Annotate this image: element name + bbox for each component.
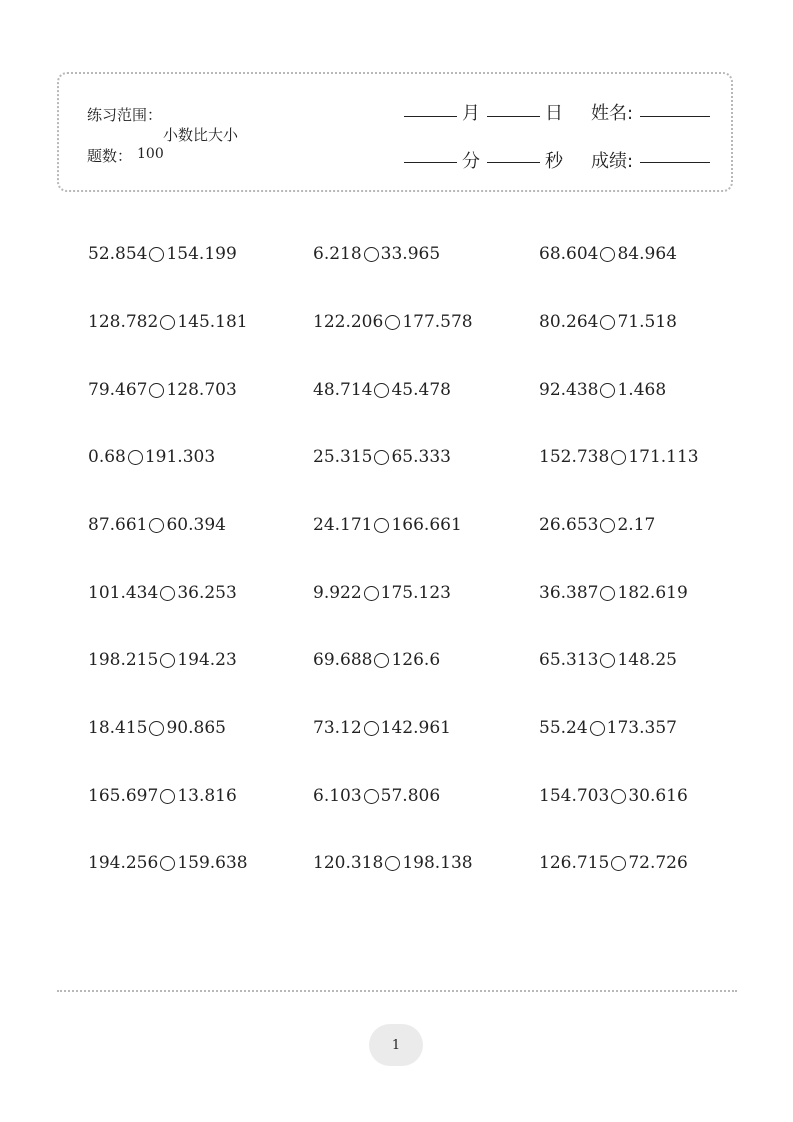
right-number: 71.518 bbox=[617, 312, 677, 332]
problem-item bbox=[313, 379, 451, 401]
minute-label: 分 bbox=[462, 151, 480, 172]
right-number: 36.253 bbox=[177, 583, 237, 603]
problem-item bbox=[88, 785, 237, 807]
compare-circle[interactable] bbox=[364, 721, 379, 736]
left-number: 6.218 bbox=[313, 244, 362, 264]
right-number: 126.6 bbox=[391, 650, 441, 670]
problem-item bbox=[539, 852, 688, 874]
problem-item bbox=[88, 852, 248, 874]
problem-item bbox=[313, 311, 473, 333]
problem-item bbox=[539, 717, 677, 739]
count-value: 100 bbox=[137, 146, 164, 162]
problem-item bbox=[88, 649, 237, 671]
compare-circle[interactable] bbox=[600, 518, 615, 533]
count-label: 题数： bbox=[87, 147, 133, 165]
score-blank[interactable] bbox=[640, 162, 710, 163]
left-number: 165.697 bbox=[88, 786, 159, 806]
right-number: 166.661 bbox=[391, 515, 462, 535]
problem-item bbox=[313, 649, 440, 671]
left-number: 24.171 bbox=[313, 515, 373, 535]
right-number: 175.123 bbox=[380, 583, 451, 603]
compare-circle[interactable] bbox=[160, 653, 175, 668]
compare-circle[interactable] bbox=[374, 518, 389, 533]
right-number: 145.181 bbox=[177, 312, 248, 332]
compare-circle[interactable] bbox=[600, 247, 615, 262]
left-number: 52.854 bbox=[88, 244, 148, 264]
left-number: 65.313 bbox=[539, 650, 599, 670]
right-number: 154.199 bbox=[166, 244, 237, 264]
range-value: 小数比大小 bbox=[163, 126, 239, 144]
compare-circle[interactable] bbox=[160, 315, 175, 330]
left-number: 25.315 bbox=[313, 447, 373, 467]
left-number: 194.256 bbox=[88, 853, 159, 873]
compare-circle[interactable] bbox=[149, 518, 164, 533]
compare-circle[interactable] bbox=[160, 789, 175, 804]
left-number: 26.653 bbox=[539, 515, 599, 535]
right-number: 2.17 bbox=[617, 515, 656, 535]
page-number-badge bbox=[369, 1024, 423, 1066]
right-number: 128.703 bbox=[166, 380, 237, 400]
left-number: 120.318 bbox=[313, 853, 384, 873]
compare-circle[interactable] bbox=[600, 653, 615, 668]
right-number: 57.806 bbox=[380, 786, 441, 806]
right-number: 191.303 bbox=[144, 447, 216, 467]
right-number: 33.965 bbox=[380, 244, 441, 264]
problem-item bbox=[539, 243, 677, 265]
problem-item bbox=[313, 785, 440, 807]
right-number: 182.619 bbox=[617, 583, 688, 603]
left-number: 6.103 bbox=[313, 786, 362, 806]
right-number: 13.816 bbox=[177, 786, 237, 806]
left-number: 87.661 bbox=[88, 515, 148, 535]
compare-circle[interactable] bbox=[149, 383, 164, 398]
problem-item bbox=[88, 311, 248, 333]
problem-item bbox=[313, 243, 440, 265]
compare-circle[interactable] bbox=[385, 315, 400, 330]
name-blank[interactable] bbox=[640, 116, 710, 117]
compare-circle[interactable] bbox=[611, 856, 626, 871]
right-number: 45.478 bbox=[391, 380, 451, 400]
right-number: 171.113 bbox=[628, 447, 699, 467]
right-number: 142.961 bbox=[380, 718, 451, 738]
left-number: 68.604 bbox=[539, 244, 599, 264]
page-number: 1 bbox=[391, 1037, 401, 1053]
problem-item bbox=[539, 649, 677, 671]
left-number: 92.438 bbox=[539, 380, 599, 400]
right-number: 84.964 bbox=[617, 244, 677, 264]
left-number: 0.68 bbox=[88, 447, 126, 467]
compare-circle[interactable] bbox=[600, 586, 615, 601]
left-number: 80.264 bbox=[539, 312, 599, 332]
problem-item bbox=[539, 582, 688, 604]
compare-circle[interactable] bbox=[611, 450, 626, 465]
name-label: 姓名: bbox=[591, 103, 634, 124]
day-blank[interactable] bbox=[487, 116, 540, 117]
compare-circle[interactable] bbox=[364, 586, 379, 601]
compare-circle[interactable] bbox=[160, 856, 175, 871]
left-number: 48.714 bbox=[313, 380, 373, 400]
right-number: 90.865 bbox=[166, 718, 226, 738]
right-number: 1.468 bbox=[617, 380, 667, 400]
left-number: 69.688 bbox=[313, 650, 373, 670]
right-number: 30.616 bbox=[628, 786, 688, 806]
right-number: 194.23 bbox=[177, 650, 237, 670]
compare-circle[interactable] bbox=[374, 450, 389, 465]
right-number: 65.333 bbox=[391, 447, 451, 467]
right-number: 177.578 bbox=[402, 312, 473, 332]
compare-circle[interactable] bbox=[149, 247, 164, 262]
compare-circle[interactable] bbox=[611, 789, 626, 804]
range-label: 练习范围： bbox=[87, 106, 163, 124]
month-label: 月 bbox=[462, 103, 480, 124]
day-label: 日 bbox=[545, 103, 563, 124]
problem-item bbox=[313, 446, 451, 468]
left-number: 55.24 bbox=[539, 718, 588, 738]
compare-circle[interactable] bbox=[149, 721, 164, 736]
compare-circle[interactable] bbox=[600, 315, 615, 330]
problem-item bbox=[88, 582, 237, 604]
problem-item bbox=[539, 446, 699, 468]
left-number: 154.703 bbox=[539, 786, 610, 806]
left-number: 79.467 bbox=[88, 380, 148, 400]
right-number: 148.25 bbox=[617, 650, 677, 670]
left-number: 36.387 bbox=[539, 583, 599, 603]
score-label: 成绩: bbox=[591, 151, 634, 172]
problem-item bbox=[88, 243, 237, 265]
compare-circle[interactable] bbox=[160, 586, 175, 601]
problem-item bbox=[539, 514, 655, 536]
compare-circle[interactable] bbox=[385, 856, 400, 871]
right-number: 198.138 bbox=[402, 853, 473, 873]
left-number: 9.922 bbox=[313, 583, 362, 603]
left-number: 128.782 bbox=[88, 312, 159, 332]
problem-item bbox=[88, 514, 226, 536]
problem-item bbox=[539, 785, 688, 807]
left-number: 122.206 bbox=[313, 312, 384, 332]
compare-circle[interactable] bbox=[128, 450, 143, 465]
worksheet-header bbox=[57, 72, 733, 192]
left-number: 73.12 bbox=[313, 718, 362, 738]
month-blank[interactable] bbox=[404, 116, 457, 117]
compare-circle[interactable] bbox=[364, 789, 379, 804]
problem-item bbox=[88, 446, 215, 468]
problem-item bbox=[313, 582, 451, 604]
footer-divider bbox=[57, 990, 737, 992]
problem-item bbox=[88, 717, 226, 739]
left-number: 18.415 bbox=[88, 718, 148, 738]
compare-circle[interactable] bbox=[364, 247, 379, 262]
left-number: 126.715 bbox=[539, 853, 610, 873]
compare-circle[interactable] bbox=[590, 721, 605, 736]
problem-item bbox=[539, 311, 677, 333]
compare-circle[interactable] bbox=[374, 383, 389, 398]
right-number: 72.726 bbox=[628, 853, 688, 873]
right-number: 60.394 bbox=[166, 515, 226, 535]
left-number: 152.738 bbox=[539, 447, 610, 467]
problem-item bbox=[313, 852, 473, 874]
problem-item bbox=[313, 514, 462, 536]
left-number: 101.434 bbox=[88, 583, 159, 603]
right-number: 173.357 bbox=[606, 718, 677, 738]
second-label: 秒 bbox=[545, 151, 563, 172]
compare-circle[interactable] bbox=[374, 653, 389, 668]
problem-item bbox=[313, 717, 451, 739]
compare-circle[interactable] bbox=[600, 383, 615, 398]
left-number: 198.215 bbox=[88, 650, 159, 670]
right-number: 159.638 bbox=[177, 853, 248, 873]
minute-blank[interactable] bbox=[404, 162, 457, 163]
problem-item bbox=[88, 379, 237, 401]
problem-item bbox=[539, 379, 666, 401]
second-blank[interactable] bbox=[487, 162, 540, 163]
